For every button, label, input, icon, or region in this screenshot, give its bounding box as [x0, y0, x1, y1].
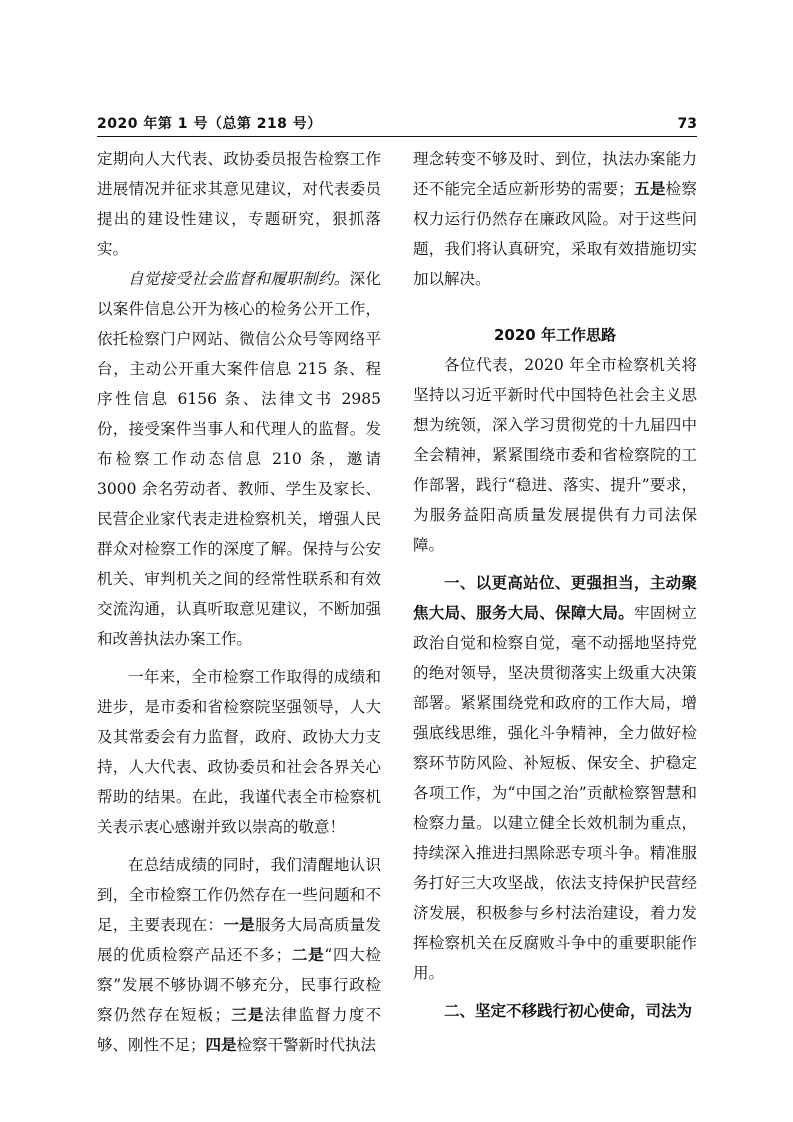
right-column — [413, 144, 697, 1026]
paragraph-work-plan: 各位代表，2020 年全市检察机关将坚持以习近平新时代中国特色社会主义思想为统领，深入学习贯彻党的十九届四中全会精神，紧紧围绕市委和省检察院的工作部署，践行“稳进、落实、提升”要求，为服务益阳高质量发展提供有力司法保障。 — [413, 356, 697, 554]
text-run: “四大检察”发展不够协调不够充分，民事行政检察仍然存在短板； — [97, 946, 381, 1024]
text-run: 检察权力运行仍然存在廉政风险。对于这些问题，我们将认真研究，采取有效措施切实加以解决。 — [413, 180, 697, 288]
keyword-second: 二是 — [291, 946, 325, 964]
paragraph-body: 牢固树立政治自觉和检察自觉，毫不动摇地坚持党的绝对领导，坚决贯彻落实上级重大决策部署。紧紧围绕党和政府的工作大局，增强底线思维，强化斗争精神，全力做好检察环节防风险、补短板、保安全、护稳定各项工作，为“中国之治”贡献检察智慧和检察力量。以建立健全长效机制为重点，持续深入推进扫黑除恶专项斗争。精准服务打好三大攻坚战，依法支持保护民营经济发展，积极参与乡村法治建设，着力发挥检察机关在反腐败斗争中的重要职能作用。 — [413, 604, 697, 982]
keyword-first: 一是 — [223, 916, 255, 934]
keyword-third: 三是 — [229, 1006, 265, 1024]
point-heading: 二、坚定不移践行初心使命，司法为 — [444, 1002, 693, 1020]
paragraph-gap — [97, 654, 381, 662]
paragraph-gap — [413, 988, 697, 996]
header-rule — [97, 136, 697, 137]
left-column — [97, 144, 381, 1060]
text-run: 检察干警新时代执法 — [236, 1036, 377, 1054]
text-run: 服务大局高质量发展的优质检察产品还不多； — [97, 916, 381, 964]
paragraph-problems — [97, 850, 381, 1060]
keyword-fifth: 五是 — [633, 180, 666, 198]
paragraph-lead: 自觉接受社会监督和履职制约。 — [128, 270, 350, 288]
section-gap — [413, 294, 697, 320]
paragraph-achievements: 一年来，全市检察工作取得的成绩和进步，是市委和省检察院坚强领导，人大及其常委会有力监督，政府、政协大力支持，人大代表、政协委员和社会各界关心帮助的结果。在此，我谨代表全市检察机关表示衷心感谢并致以崇高的敬意！ — [97, 668, 381, 836]
section-title: 2020 年工作思路 — [494, 326, 616, 344]
paragraph-continued: 定期向人大代表、政协委员报告检察工作进展情况并征求其意见建议，对代表委员提出的建设性建议，专题研究，狠抓落实。 — [97, 150, 381, 258]
keyword-fourth: 四是 — [205, 1036, 237, 1054]
text-run: 法律监督力度不够、刚性不足； — [97, 1006, 381, 1054]
paragraph-continued — [413, 144, 697, 294]
paragraph-social-supervision — [97, 264, 381, 654]
paragraph-gap — [97, 842, 381, 850]
page-number: 73 — [677, 116, 697, 132]
journal-issue-title: 2020 年第 1 号（总第 218 号） — [97, 116, 322, 132]
running-header — [97, 114, 697, 134]
text-run: 理念转变不够及时、到位，执法办案能力还不能完全适应新形势的需要； — [413, 150, 697, 198]
paragraph-gap — [413, 560, 697, 568]
paragraph-point-one — [413, 568, 697, 988]
point-heading: 一、以更高站位、更强担当，主动聚焦大局、服务大局、保障大局。 — [413, 574, 697, 622]
text-run: 在总结成绩的同时，我们清醒地认识到，全市检察工作仍然存在一些问题和不足，主要表现在： — [97, 856, 381, 934]
paragraph-body: 深化以案件信息公开为核心的检务公开工作，依托检察门户网站、微信公众号等网络平台，主动公开重大案件信息 215 条、程序性信息 6156 条、法律文书 2985 份，接受案件当事人和代理人的监督。发布检察工作动态信息 210 条，邀请 3000 余名劳动者、教师、学生及家长、民营企业家代表走进检察机关，增强人民群众对检察工作的深度了解。保持与公安机关、审判机关之间的经常性联系和有效交流沟通，认真听取意见建议，不断加强和改善执法办案工作。 — [97, 270, 381, 648]
